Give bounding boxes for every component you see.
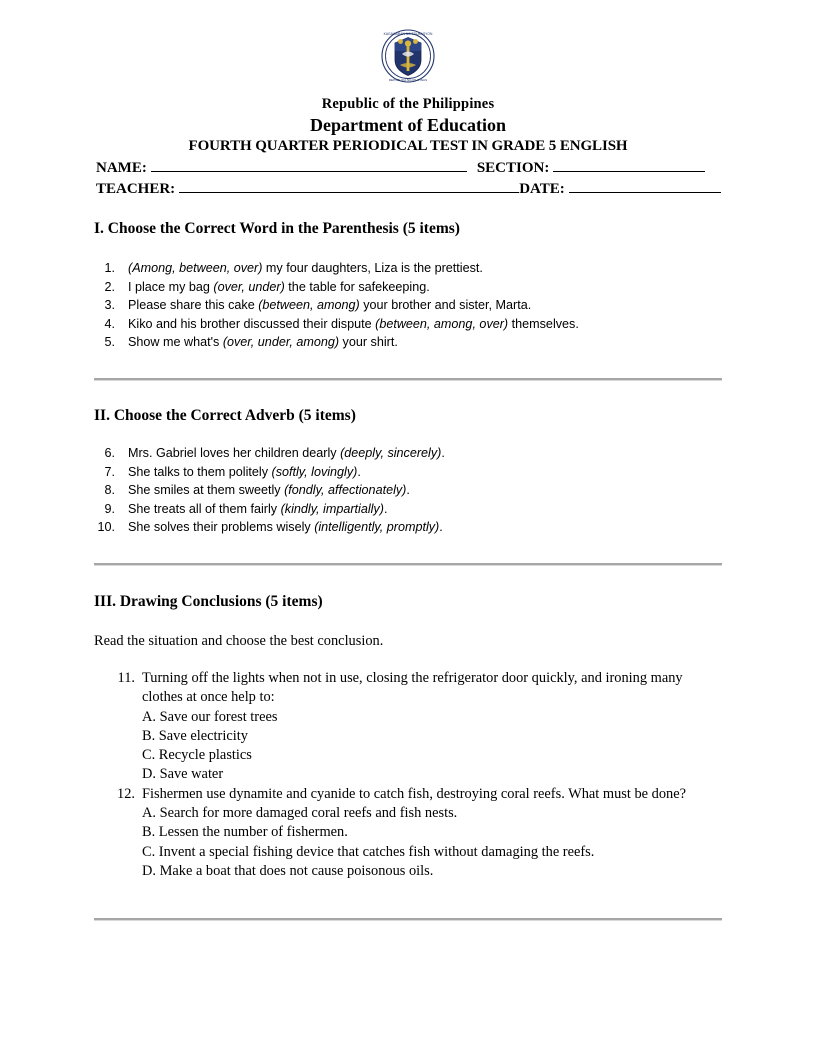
section-2-item-list <box>96 444 726 537</box>
item-text <box>128 259 726 278</box>
list-item <box>96 259 726 278</box>
section-divider-2 <box>94 563 722 566</box>
document-header <box>0 95 816 156</box>
section-input[interactable] <box>553 171 705 172</box>
item-number: 5. <box>104 335 115 350</box>
sentence-text: your brother and sister, Marta. <box>359 298 532 313</box>
section-3-question-list <box>112 669 726 881</box>
item-number: 2. <box>104 279 115 294</box>
list-item <box>96 518 726 537</box>
question-stem: Fishermen use dynamite and cyanide to catch fish, destroying coral reefs. What must be done? <box>142 785 687 802</box>
sentence-text: She talks to them politely <box>128 464 272 479</box>
section-2-heading: II. Choose the Correct Adverb (5 items) <box>94 407 356 424</box>
item-number: 4. <box>104 316 115 331</box>
section-divider-1 <box>94 378 722 381</box>
sentence-text: Mrs. Gabriel loves her children dearly <box>128 446 341 460</box>
sentence-text: I place my bag <box>128 279 214 294</box>
sentence-text: Show me what's <box>128 335 223 350</box>
choice-options: (deeply, sincerely) <box>340 446 442 460</box>
republic-line: Republic of the Philippines <box>321 96 495 112</box>
sentence-text: She treats all of them fairly <box>128 501 281 516</box>
sentence-text: She smiles at them sweetly <box>128 483 285 498</box>
question-number: 12. <box>117 785 135 802</box>
name-input[interactable] <box>151 171 467 172</box>
name-label: NAME: <box>96 160 147 176</box>
answer-choice[interactable]: D. Save water <box>142 766 224 783</box>
sentence-text: my four daughters, Liza is the prettiest. <box>262 261 483 275</box>
item-number: 9. <box>104 501 115 516</box>
answer-choice[interactable]: A. Search for more damaged coral reefs and fish nests. <box>142 805 458 822</box>
item-number: 1. <box>104 261 115 275</box>
section-3-instruction: Read the situation and choose the best conclusion. <box>94 633 384 649</box>
date-label: DATE: <box>519 181 565 197</box>
choice-options: (over, under) <box>213 279 285 294</box>
list-item <box>96 315 726 334</box>
question-stem-row <box>112 785 726 804</box>
item-text <box>128 296 726 315</box>
item-text <box>128 500 726 519</box>
item-text <box>128 481 726 500</box>
question-block <box>112 785 726 881</box>
sentence-text: . <box>441 446 445 460</box>
list-item <box>96 333 726 352</box>
item-number: 7. <box>104 464 115 479</box>
question-stem-row <box>112 669 726 708</box>
sentence-text: She solves their problems wisely <box>128 520 315 535</box>
item-number: 3. <box>104 298 115 313</box>
answer-choice[interactable]: B. Lessen the number of fishermen. <box>142 824 348 841</box>
section-3-heading: III. Drawing Conclusions (5 items) <box>94 593 323 610</box>
choice-options: (softly, lovingly) <box>271 464 358 479</box>
answer-choice[interactable]: C. Invent a special fishing device that catches fish without damaging the reefs. <box>142 843 595 860</box>
teacher-date-row <box>96 181 724 202</box>
section-label: SECTION: <box>476 160 550 176</box>
section-1-heading: I. Choose the Correct Word in the Parenthesis (5 items) <box>94 220 460 237</box>
sentence-text: themselves. <box>508 316 579 331</box>
choice-options: (fondly, affectionately) <box>284 483 407 498</box>
teacher-input[interactable] <box>179 192 519 193</box>
answer-choice[interactable]: A. Save our forest trees <box>142 708 278 725</box>
student-info-fields <box>96 160 724 202</box>
choice-options: (between, among, over) <box>375 316 509 331</box>
choice-options: (kindly, impartially) <box>280 501 384 516</box>
page-title: FOURTH QUARTER PERIODICAL TEST IN GRADE 5 ENGLISH <box>188 138 628 154</box>
sentence-text: . <box>406 483 410 498</box>
list-item <box>96 481 726 500</box>
sentence-text: Please share this cake <box>128 298 259 313</box>
item-text <box>128 333 726 352</box>
teacher-label: TEACHER: <box>96 181 176 197</box>
list-item <box>96 278 726 297</box>
question-stem: Turning off the lights when not in use, closing the refrigerator door quickly, and ironing many clothes at once help to: <box>142 670 683 706</box>
department-line: Department of Education <box>310 115 506 135</box>
sentence-text: . <box>357 464 361 479</box>
choice-options: (intelligently, promptly) <box>314 520 440 535</box>
sentence-text: . <box>383 501 388 516</box>
svg-text:KAGAWARAN NG EDUKASYON: KAGAWARAN NG EDUKASYON <box>383 32 433 36</box>
item-text <box>128 278 726 297</box>
answer-choice[interactable]: C. Recycle plastics <box>142 747 252 764</box>
question-block <box>112 669 726 785</box>
item-number: 8. <box>104 483 115 498</box>
logo-container <box>0 28 816 89</box>
section-divider-3 <box>94 918 722 921</box>
list-item <box>96 463 726 482</box>
section-1-item-list <box>96 259 726 352</box>
list-item <box>96 296 726 315</box>
item-text <box>128 444 726 463</box>
list-item <box>96 444 726 463</box>
sentence-text: . <box>439 520 443 535</box>
answer-choice[interactable]: B. Save electricity <box>142 727 248 744</box>
item-text <box>128 463 726 482</box>
svg-text:REPUBLIKA NG PILIPINAS: REPUBLIKA NG PILIPINAS <box>388 78 428 82</box>
choice-options: (between, among) <box>258 298 360 313</box>
list-item <box>96 500 726 519</box>
item-number: 10. <box>97 520 115 535</box>
name-section-row <box>96 160 724 181</box>
choice-options: (over, under, among) <box>222 335 340 350</box>
choice-options: (Among, between, over) <box>128 261 263 275</box>
sentence-text: your shirt. <box>339 335 398 350</box>
deped-seal-icon <box>380 28 436 84</box>
date-input[interactable] <box>569 192 721 193</box>
question-number: 11. <box>117 670 135 686</box>
answer-choice[interactable]: D. Make a boat that does not cause poisonous oils. <box>142 862 434 879</box>
item-number: 6. <box>104 446 115 460</box>
sentence-text: Kiko and his brother discussed their dispute <box>128 316 376 331</box>
item-text <box>128 518 726 537</box>
sentence-text: the table for safekeeping. <box>284 279 430 294</box>
item-text <box>128 315 726 334</box>
